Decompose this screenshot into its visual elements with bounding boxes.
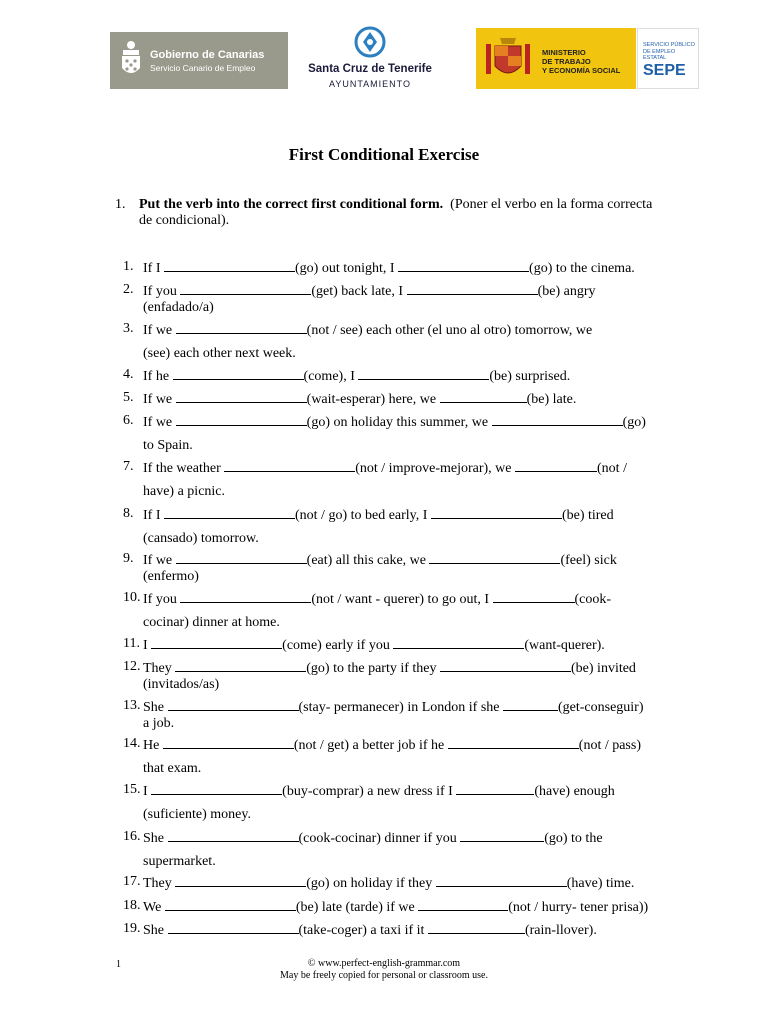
exercise-item <box>123 898 653 916</box>
page-number: 1 <box>116 959 121 970</box>
item-number: 19. <box>123 921 141 936</box>
answer-blank[interactable] <box>398 259 529 272</box>
item-line <box>143 874 653 892</box>
item-line <box>143 506 653 524</box>
answer-blank[interactable] <box>176 321 307 334</box>
answer-blank[interactable] <box>503 698 558 711</box>
answer-blank[interactable] <box>418 898 508 911</box>
item-text: If you <box>143 592 181 607</box>
exercise-item <box>123 874 653 892</box>
item-text: I <box>143 638 152 653</box>
answer-blank[interactable] <box>180 590 311 603</box>
sepe-line1: SERVICIO PÚBLICO <box>643 42 695 48</box>
item-text: (go) to the <box>544 831 603 846</box>
answer-blank[interactable] <box>165 898 296 911</box>
item-text: (be) angry <box>537 284 596 299</box>
item-continuation: a job. <box>143 716 175 731</box>
item-text: If the weather <box>143 461 225 476</box>
item-text: They <box>143 661 176 676</box>
answer-blank[interactable] <box>168 921 299 934</box>
item-number: 8. <box>123 506 134 521</box>
item-continuation: (see) each other next week. <box>143 346 296 361</box>
ministerio-line1: MINISTERIO <box>542 48 586 57</box>
answer-blank[interactable] <box>448 736 579 749</box>
item-continuation: (enfermo) <box>143 569 199 584</box>
item-text: (cook-cocinar) dinner if you <box>298 831 461 846</box>
item-continuation: (invitados/as) <box>143 677 220 692</box>
item-text: (eat) all this cake, we <box>306 553 430 568</box>
sepe-logo <box>637 28 699 89</box>
item-text: If we <box>143 415 176 430</box>
item-text: (not / want - querer) to go out, I <box>311 592 493 607</box>
answer-blank[interactable] <box>393 636 524 649</box>
exercise-item <box>123 921 653 939</box>
footer <box>0 958 768 982</box>
item-text: (come) early if you <box>282 638 394 653</box>
item-text: She <box>143 923 168 938</box>
item-text: (wait-esperar) here, we <box>306 392 440 407</box>
santa-cruz-logo <box>305 26 435 92</box>
exercise-item <box>123 506 653 547</box>
canarias-title: Gobierno de Canarias <box>150 49 265 61</box>
instruction-number: 1. <box>115 197 126 212</box>
answer-blank[interactable] <box>151 782 282 795</box>
item-text: (not / improve-mejorar), we <box>355 461 516 476</box>
page-title: First Conditional Exercise <box>288 145 480 164</box>
answer-blank[interactable] <box>431 506 562 519</box>
instruction-bold: Put the verb into the correct first conditional form. <box>139 197 444 212</box>
tenerife-title: Santa Cruz de Tenerife <box>308 63 432 75</box>
answer-blank[interactable] <box>407 282 538 295</box>
ministerio-logo <box>476 28 636 89</box>
exercise-item <box>123 829 653 870</box>
item-text: (come), I <box>303 369 359 384</box>
exercise-item <box>123 321 653 362</box>
sepe-wordmark: SEPE <box>643 62 686 79</box>
exercise-item <box>123 459 653 500</box>
item-line <box>143 659 653 677</box>
item-number: 14. <box>123 736 141 751</box>
exercise-item <box>123 782 653 823</box>
item-number: 1. <box>123 259 134 274</box>
answer-blank[interactable] <box>224 459 355 472</box>
item-line <box>143 459 653 477</box>
item-text: (rain-llover). <box>524 923 597 938</box>
item-text: (not / get) a better job if he <box>293 738 448 753</box>
item-text: They <box>143 876 176 891</box>
canarias-subtitle: Servicio Canario de Empleo <box>150 63 256 73</box>
tenerife-emblem-icon <box>354 26 386 58</box>
item-number: 18. <box>123 898 141 913</box>
answer-blank[interactable] <box>176 413 307 426</box>
answer-blank[interactable] <box>176 551 307 564</box>
item-text: If you <box>143 284 181 299</box>
item-number: 10. <box>123 590 141 605</box>
item-text: (take-coger) a taxi if it <box>298 923 428 938</box>
ministerio-line2: DE TRABAJO <box>542 57 591 66</box>
item-line <box>143 390 653 408</box>
exercise-item <box>123 636 653 654</box>
item-line <box>143 551 653 569</box>
item-line <box>143 636 653 654</box>
item-text: (be) surprised. <box>489 369 571 384</box>
answer-blank[interactable] <box>460 829 544 842</box>
item-line <box>143 736 653 754</box>
gobierno-canarias-logo <box>110 32 288 89</box>
item-text: (have) enough <box>534 784 615 799</box>
item-text: (go) out tonight, I <box>295 261 399 276</box>
item-text: If we <box>143 392 176 407</box>
item-text: If he <box>143 369 173 384</box>
item-line <box>143 367 653 385</box>
answer-blank[interactable] <box>164 506 295 519</box>
item-line <box>143 413 653 431</box>
answer-blank[interactable] <box>164 259 295 272</box>
item-text: (not / go) to bed early, I <box>295 508 431 523</box>
item-line <box>143 321 653 339</box>
item-text: (get) back late, I <box>311 284 407 299</box>
item-number: 16. <box>123 829 141 844</box>
exercise-item <box>123 367 653 385</box>
answer-blank[interactable] <box>163 736 294 749</box>
item-text: (cook- <box>574 592 612 607</box>
item-text: If I <box>143 261 164 276</box>
answer-blank[interactable] <box>180 282 311 295</box>
item-text: He <box>143 738 163 753</box>
exercise-item <box>123 659 653 693</box>
item-text: (stay- permanecer) in London if she <box>298 700 503 715</box>
item-continuation: to Spain. <box>143 438 193 453</box>
item-number: 9. <box>123 551 134 566</box>
item-number: 11. <box>123 636 140 651</box>
item-number: 17. <box>123 874 141 889</box>
item-text: (go) on holiday if they <box>306 876 436 891</box>
item-line <box>143 921 653 939</box>
footer-license: May be freely copied for personal or classroom use. <box>280 970 488 981</box>
answer-blank[interactable] <box>493 590 575 603</box>
exercise-item <box>123 282 653 316</box>
item-text: (be) late (tarde) if we <box>295 900 419 915</box>
item-text: (go) to the party if they <box>306 661 441 676</box>
spain-coat-of-arms-icon <box>484 36 532 82</box>
item-text: She <box>143 700 168 715</box>
item-continuation: have) a picnic. <box>143 484 226 499</box>
item-text: We <box>143 900 165 915</box>
item-line <box>143 590 653 608</box>
ministerio-text <box>542 48 620 75</box>
answer-blank[interactable] <box>440 390 527 403</box>
sepe-line2: DE EMPLEO ESTATAL <box>643 48 676 61</box>
answer-blank[interactable] <box>429 551 560 564</box>
item-number: 4. <box>123 367 134 382</box>
exercise-item <box>123 736 653 777</box>
answer-blank[interactable] <box>492 413 623 426</box>
item-text: (be) invited <box>571 661 636 676</box>
item-line <box>143 782 653 800</box>
answer-blank[interactable] <box>440 659 571 672</box>
answer-blank[interactable] <box>173 367 304 380</box>
item-text: (not / <box>597 461 627 476</box>
item-line <box>143 282 653 300</box>
item-continuation: (enfadado/a) <box>143 300 214 315</box>
item-number: 15. <box>123 782 141 797</box>
sepe-description <box>643 42 698 62</box>
item-text: (go) to the cinema. <box>529 261 635 276</box>
answer-blank[interactable] <box>358 367 489 380</box>
answer-blank[interactable] <box>175 874 306 887</box>
item-text: If we <box>143 553 176 568</box>
item-number: 7. <box>123 459 134 474</box>
item-number: 2. <box>123 282 134 297</box>
exercise-item <box>123 259 653 277</box>
item-number: 13. <box>123 698 141 713</box>
item-continuation: (suficiente) money. <box>143 807 251 822</box>
item-text: (be) tired <box>561 508 614 523</box>
item-line <box>143 829 653 847</box>
answer-blank[interactable] <box>168 698 299 711</box>
exercise-item <box>123 698 653 732</box>
exercise-item <box>123 590 653 631</box>
item-number: 6. <box>123 413 134 428</box>
item-text: (feel) sick <box>560 553 617 568</box>
item-number: 3. <box>123 321 134 336</box>
item-continuation: (cansado) tomorrow. <box>143 531 259 546</box>
item-text: (not / see) each other (el uno al otro) tomorrow, we <box>306 323 593 338</box>
canarias-shield-icon <box>120 40 142 78</box>
answer-blank[interactable] <box>176 390 307 403</box>
answer-blank[interactable] <box>436 874 567 887</box>
item-text: If I <box>143 508 164 523</box>
item-line <box>143 698 653 716</box>
exercise-item <box>123 551 653 585</box>
answer-blank[interactable] <box>456 782 534 795</box>
item-text: (go) <box>622 415 646 430</box>
item-continuation: supermarket. <box>143 854 216 869</box>
item-text: (have) time. <box>566 876 635 891</box>
instruction-normal: (Poner el verbo en la forma correcta de condicional). <box>139 197 653 228</box>
answer-blank[interactable] <box>515 459 597 472</box>
exercise-item <box>123 413 653 454</box>
answer-blank[interactable] <box>428 921 525 934</box>
exercise-instruction <box>115 197 655 229</box>
item-text: (not / hurry- tener prisa)) <box>508 900 649 915</box>
item-line <box>143 259 653 277</box>
item-line <box>143 898 653 916</box>
ministerio-line3: Y ECONOMÍA SOCIAL <box>542 66 621 75</box>
answer-blank[interactable] <box>175 659 306 672</box>
item-number: 12. <box>123 659 141 674</box>
answer-blank[interactable] <box>151 636 282 649</box>
item-text: (be) late. <box>526 392 577 407</box>
item-continuation: that exam. <box>143 761 202 776</box>
item-number: 5. <box>123 390 134 405</box>
footer-copyright: © www.perfect-english-grammar.com <box>307 958 461 969</box>
item-continuation: cocinar) dinner at home. <box>143 615 280 630</box>
item-text: She <box>143 831 168 846</box>
tenerife-subtitle: AYUNTAMIENTO <box>328 79 411 89</box>
item-text: (go) on holiday this summer, we <box>306 415 492 430</box>
item-text: (buy-comprar) a new dress if I <box>282 784 457 799</box>
item-text: (not / pass) <box>578 738 641 753</box>
exercise-item <box>123 390 653 408</box>
item-text: (get-conseguir) <box>557 700 644 715</box>
item-text: (want-querer). <box>524 638 605 653</box>
item-text: I <box>143 784 152 799</box>
item-text: If we <box>143 323 176 338</box>
answer-blank[interactable] <box>168 829 299 842</box>
